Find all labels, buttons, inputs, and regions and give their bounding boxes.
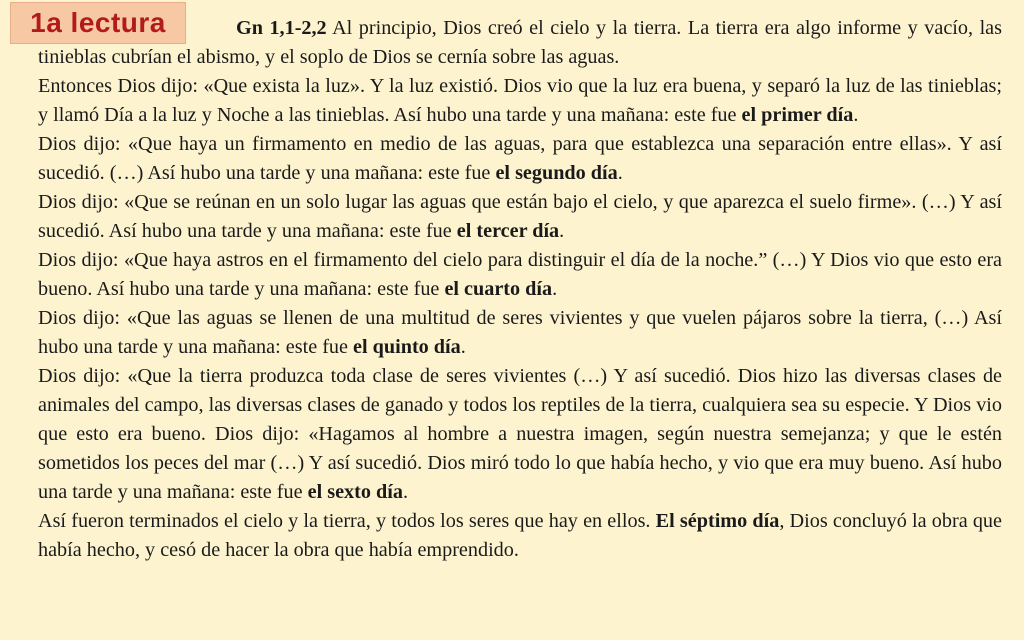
paragraph-text: Dios dijo: «Que las aguas se llenen de una multitud de seres vivientes y que vuelen pájaros sobre la tierra, (…) Así hubo una tarde y una mañana: este fue <box>38 307 1002 358</box>
scripture-reference: Gn 1,1-2,2 <box>236 17 327 39</box>
day-label: el primer día <box>741 104 854 126</box>
paragraph-tail: . <box>559 220 565 242</box>
paragraph-text: Dios dijo: «Que la tierra produzca toda clase de seres vivientes (…) Y así sucedió. Dios hizo las diversas clases de animales del campo, las diversas clases de ganado y todos los reptiles de la tierra, cualquiera sea su especie. Y Dios vio que esto era bueno. Dios dijo: «Hagamos al hombre a nuestra imagen, según nuestra semejanza; y que le estén sometidos los peces del mar (…) Y así sucedió. Dios miró todo lo que había hecho, y vio que era muy bueno. Así hubo una tarde y una mañana: este fue <box>38 365 1002 503</box>
day-label: el cuarto día <box>444 278 553 300</box>
paragraph-day-3 <box>38 188 1002 246</box>
paragraph-tail: . <box>402 481 408 503</box>
paragraph-day-7 <box>38 507 1002 565</box>
paragraph-day-1 <box>38 72 1002 130</box>
day-label: el tercer día <box>456 220 560 242</box>
day-label: El séptimo día <box>655 510 780 532</box>
reading-label-badge: 1a lectura <box>10 2 186 44</box>
day-label: el segundo día <box>495 162 618 184</box>
paragraph-text: Dios dijo: «Que haya un firmamento en medio de las aguas, para que establezca una separación entre ellas». Y así sucedió. (…) Así hubo una tarde y una mañana: este fue <box>38 133 1002 184</box>
paragraph-tail: . <box>552 278 558 300</box>
paragraph-tail: . <box>460 336 466 358</box>
paragraph-tail: , Dios concluyó la obra que había hecho, y cesó de hacer la obra que había emprendido. <box>38 510 1002 561</box>
paragraph-text: Entonces Dios dijo: «Que exista la luz». Y la luz existió. Dios vio que la luz era buena, y separó la luz de las tinieblas; y llamó Día a la luz y Noche a las tinieblas. Así hubo una tarde y una mañana: este fue <box>38 75 1002 126</box>
paragraph-day-5 <box>38 304 1002 362</box>
paragraph-tail: . <box>617 162 623 184</box>
paragraph-text: Dios dijo: «Que se reúnan en un solo lugar las aguas que están bajo el cielo, y que aparezca el suelo firme». (…) Y así sucedió. Así hubo una tarde y una mañana: este fue <box>38 191 1002 242</box>
paragraph-text: Dios dijo: «Que haya astros en el firmamento del cielo para distinguir el día de la noche.” (…) Y Dios vio que esto era bueno. Así hubo una tarde y una mañana: este fue <box>38 249 1002 300</box>
paragraph-text: Así fueron terminados el cielo y la tierra, y todos los seres que hay en ellos. <box>38 510 656 532</box>
paragraph-day-2 <box>38 130 1002 188</box>
paragraph-intro <box>38 14 1002 72</box>
day-label: el sexto día <box>307 481 403 503</box>
paragraph-tail: . <box>853 104 859 126</box>
day-label: el quinto día <box>353 336 461 358</box>
paragraph-day-4 <box>38 246 1002 304</box>
reading-text <box>38 14 1002 565</box>
paragraph-text: Al principio, Dios creó el cielo y la tierra. La tierra era algo informe y vacío, las tinieblas cubrían el abismo, y el soplo de Dios se cernía sobre las aguas. <box>38 17 1003 68</box>
paragraph-day-6 <box>38 362 1002 507</box>
